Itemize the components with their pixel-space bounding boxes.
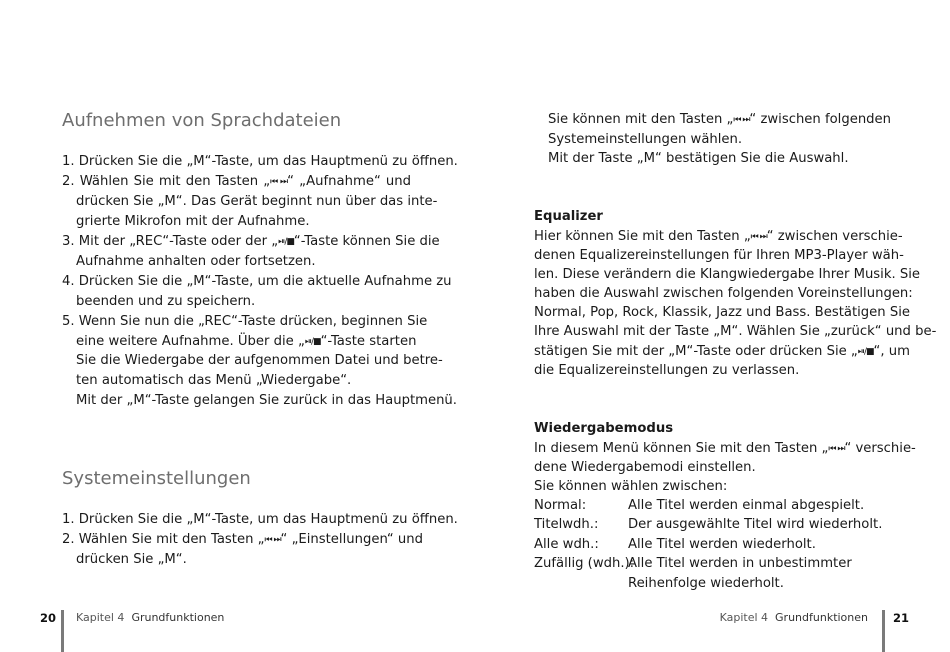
- footer-divider-left: [61, 610, 64, 652]
- playback-mode-title: Wiedergabemodus: [534, 421, 674, 436]
- footer-left: Kapitel 4 Grundfunktionen: [76, 611, 225, 624]
- list-item-4-line-2: beenden und zu speichern.: [76, 294, 256, 309]
- playback-mode-line-3: Sie können wählen zwischen:: [534, 479, 728, 494]
- list-item-4-line-1: 4. Drücken Sie die „M“-Taste, um die aktuelle Aufnahme zu: [62, 274, 452, 289]
- mode-label: Normal:: [534, 498, 587, 513]
- playback-mode-line-1: In diesem Menü können Sie mit den Tasten „⏮ ⏭“ verschie-: [534, 441, 916, 456]
- list-item-5-line-1: 5. Wenn Sie nun die „REC“-Taste drücken, beginnen Sie: [62, 314, 428, 329]
- mode-description: Alle Titel werden einmal abgespielt.: [628, 498, 865, 513]
- mode-description: Reihenfolge wiederholt.: [628, 576, 784, 591]
- equalizer-line-3: len. Diese verändern die Klangwiedergabe Ihrer Musik. Sie: [534, 267, 921, 282]
- list-item-2-line-3: grierte Mikrofon mit der Aufnahme.: [76, 214, 310, 229]
- settings-item-1: 1. Drücken Sie die „M“-Taste, um das Hauptmenü zu öffnen.: [62, 512, 458, 527]
- mode-label: Zufällig (wdh.):: [534, 556, 635, 571]
- list-item-3-line-1: 3. Mit der „REC“-Taste oder der „⏯/■“-Taste können Sie die: [62, 234, 440, 249]
- list-item-2-line-1: 2. Wählen Sie mit den Tasten „⏮ ⏭“ „Aufnahme“ und: [62, 174, 411, 189]
- mode-label: Titelwdh.:: [534, 517, 599, 532]
- list-item-1: 1. Drücken Sie die „M“-Taste, um das Hauptmenü zu öffnen.: [62, 154, 458, 169]
- footer-divider-right: [882, 610, 885, 652]
- equalizer-title: Equalizer: [534, 209, 603, 224]
- playback-mode-line-2: dene Wiedergabemodi einstellen.: [534, 460, 756, 475]
- intro-line-1: Sie können mit den Tasten „⏮ ⏭“ zwischen folgenden: [548, 112, 892, 127]
- equalizer-line-8: die Equalizereinstellungen zu verlassen.: [534, 363, 800, 378]
- skip-buttons-icon: ⏮ ⏭: [733, 115, 750, 125]
- list-item-5-line-2: eine weitere Aufnahme. Über die „⏯/■“-Taste starten: [76, 334, 417, 349]
- intro-line-3: Mit der Taste „M“ bestätigen Sie die Auswahl.: [548, 151, 849, 166]
- footer-right: Kapitel 4 Grundfunktionen: [719, 611, 868, 624]
- section-heading-recording: Aufnehmen von Sprachdateien: [62, 110, 342, 131]
- page-number-right: 21: [893, 611, 910, 625]
- section-heading-settings: Systemeinstellungen: [62, 468, 251, 489]
- mode-label: Alle wdh.:: [534, 537, 599, 552]
- play-stop-icon: ⏯/■: [278, 237, 294, 247]
- equalizer-line-2: denen Equalizereinstellungen für Ihren MP3-Player wäh-: [534, 248, 904, 263]
- page-number-left: 20: [40, 611, 57, 625]
- mode-description: Alle Titel werden wiederholt.: [628, 537, 816, 552]
- play-stop-icon: ⏯/■: [304, 337, 321, 347]
- mode-description: Der ausgewählte Titel wird wiederholt.: [628, 517, 883, 532]
- skip-buttons-icon: ⏮ ⏭: [750, 232, 767, 242]
- equalizer-line-6: Ihre Auswahl mit der Taste „M“. Wählen Sie „zurück“ und be-: [534, 324, 937, 339]
- settings-item-2-line-1: 2. Wählen Sie mit den Tasten „⏮ ⏭“ „Einstellungen“ und: [62, 532, 423, 547]
- list-item-2-line-2: drücken Sie „M“. Das Gerät beginnt nun über das inte-: [76, 194, 438, 209]
- equalizer-line-4: haben die Auswahl zwischen folgenden Voreinstellungen:: [534, 286, 913, 301]
- list-item-5-line-3: Sie die Wiedergabe der aufgenommen Datei und betre-: [76, 353, 443, 368]
- intro-line-2: Systemeinstellungen wählen.: [548, 132, 743, 147]
- skip-buttons-icon: ⏮ ⏭: [828, 444, 845, 454]
- list-item-3-line-2: Aufnahme anhalten oder fortsetzen.: [76, 254, 316, 269]
- skip-buttons-icon: ⏮ ⏭: [264, 535, 281, 545]
- mode-description: Alle Titel werden in unbestimmter: [628, 556, 852, 571]
- settings-item-2-line-2: drücken Sie „M“.: [76, 552, 187, 567]
- equalizer-line-7: stätigen Sie mit der „M“-Taste oder drücken Sie „⏯/■“, um: [534, 344, 910, 359]
- skip-buttons-icon: ⏮ ⏭: [270, 177, 288, 187]
- list-item-5-line-4: ten automatisch das Menü „Wiedergabe“.: [76, 373, 352, 388]
- list-item-5-line-5: Mit der „M“-Taste gelangen Sie zurück in das Hauptmenü.: [76, 393, 457, 408]
- equalizer-line-1: Hier können Sie mit den Tasten „⏮ ⏭“ zwischen verschie-: [534, 229, 903, 244]
- play-stop-icon: ⏯/■: [857, 347, 874, 357]
- equalizer-line-5: Normal, Pop, Rock, Klassik, Jazz und Bass. Bestätigen Sie: [534, 305, 910, 320]
